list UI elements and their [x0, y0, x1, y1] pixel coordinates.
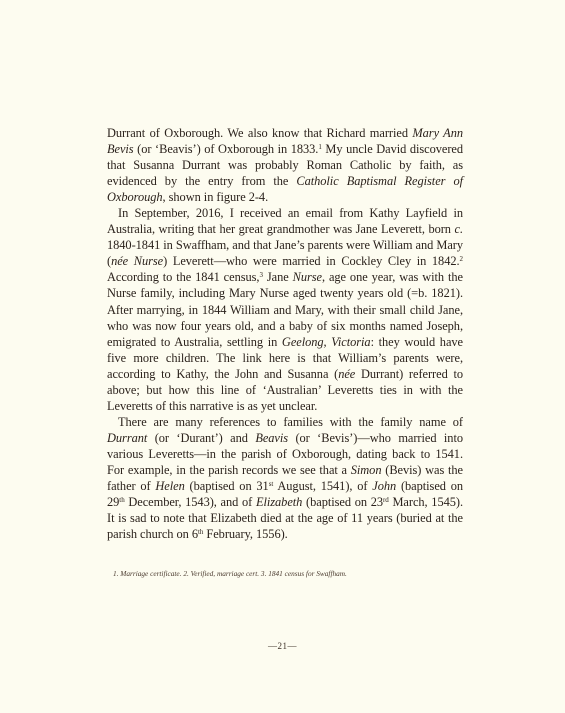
text-run: , age one year, was with the Nurse family, including Mary Nurse aged twenty years old (=b. 1821). After marrying, in 1844 William and Mary, with their small child Jane, who was now four years old, and a baby of six months named Joseph, emigrated to Australia, settling in [107, 270, 463, 349]
text-run: August, 1541), of [273, 479, 373, 494]
italic-text: Geelong, Victoria [281, 334, 371, 349]
superscript: th [197, 528, 204, 537]
text-run: (baptised on 23 [302, 495, 383, 510]
page-number: —21— [268, 641, 297, 651]
text-run: My uncle David discovered that Susanna Durrant was probably Roman Catholic by faith, as evidenced by the entry from the [107, 142, 463, 189]
italic-text: c. [454, 222, 463, 237]
italic-text: Durrant [107, 430, 148, 445]
italic-text: Beavis [255, 430, 289, 445]
superscript: st [268, 480, 274, 489]
superscript: 1 [318, 143, 322, 152]
text-run: ) Leverett—who were married in Cockley Cley in 1842. [163, 254, 460, 269]
superscript: rd [383, 496, 389, 505]
superscript: 2 [459, 255, 463, 264]
text-run: There are many references to families with the family name of [118, 414, 463, 429]
text-run: Jane [262, 270, 293, 285]
text-run: (baptised on 31 [184, 479, 269, 494]
text-run: Durrant) referred to above; but how this line of ‘Australian’ Leveretts ties in with the Leveretts of this narrative is as yet unclear. [107, 366, 463, 413]
paragraph [107, 125, 463, 205]
italic-text: Simon [350, 462, 382, 477]
paragraph [107, 205, 463, 414]
text-run: (or ‘Durant’) and [147, 430, 256, 445]
text-run: : they would have five more children. The link here is that William’s parents were, according to Kathy, the John and Susanna ( [107, 334, 464, 381]
italic-text: née Nurse [111, 254, 164, 269]
text-run: December, 1543), and of [124, 495, 256, 510]
italic-text: John [372, 479, 397, 494]
paragraph [107, 414, 463, 542]
text-run: , shown in figure 2-4. [162, 190, 269, 205]
text-run: (Bevis) was the father of [107, 462, 463, 494]
body-text [107, 125, 463, 542]
italic-text: Elizabeth [255, 495, 303, 510]
text-run: (or ‘Beavis’) of Oxborough in 1833. [133, 142, 319, 157]
text-run: (baptised on 29 [107, 479, 464, 510]
italic-text: Catholic Baptismal Register of Oxborough [107, 174, 464, 205]
text-run: March, 1545). It is sad to note that Elizabeth died at the age of 11 years (buried at the parish church on 6 [107, 495, 463, 542]
superscript: th [119, 496, 125, 505]
text-run: According to the 1841 census, [107, 270, 260, 285]
text-run: February, 1556). [203, 527, 288, 542]
text-run: (or ‘Bevis’)—who married into various Leveretts—in the parish of Oxborough, dating back to 1541. For example, in the parish records we see that a [107, 430, 463, 477]
italic-text: Mary Ann Bevis [107, 126, 463, 157]
footnotes: 1. Marriage certificate. 2. Verified, marriage cert. 3. 1841 census for Swaffham. [113, 569, 347, 578]
text-run: Durrant of Oxborough. We also know that Richard married [107, 126, 413, 140]
italic-text: Helen [155, 479, 185, 494]
italic-text: née [338, 366, 356, 381]
superscript: 3 [259, 271, 263, 280]
italic-text: Nurse [292, 270, 322, 285]
text-run: In September, 2016, I received an email from Kathy Layfield in Australia, writing that her great grandmother was Jane Leverett, born [107, 206, 463, 237]
text-run: 1840-1841 in Swaffham, and that Jane’s parents were William and Mary ( [107, 238, 463, 269]
